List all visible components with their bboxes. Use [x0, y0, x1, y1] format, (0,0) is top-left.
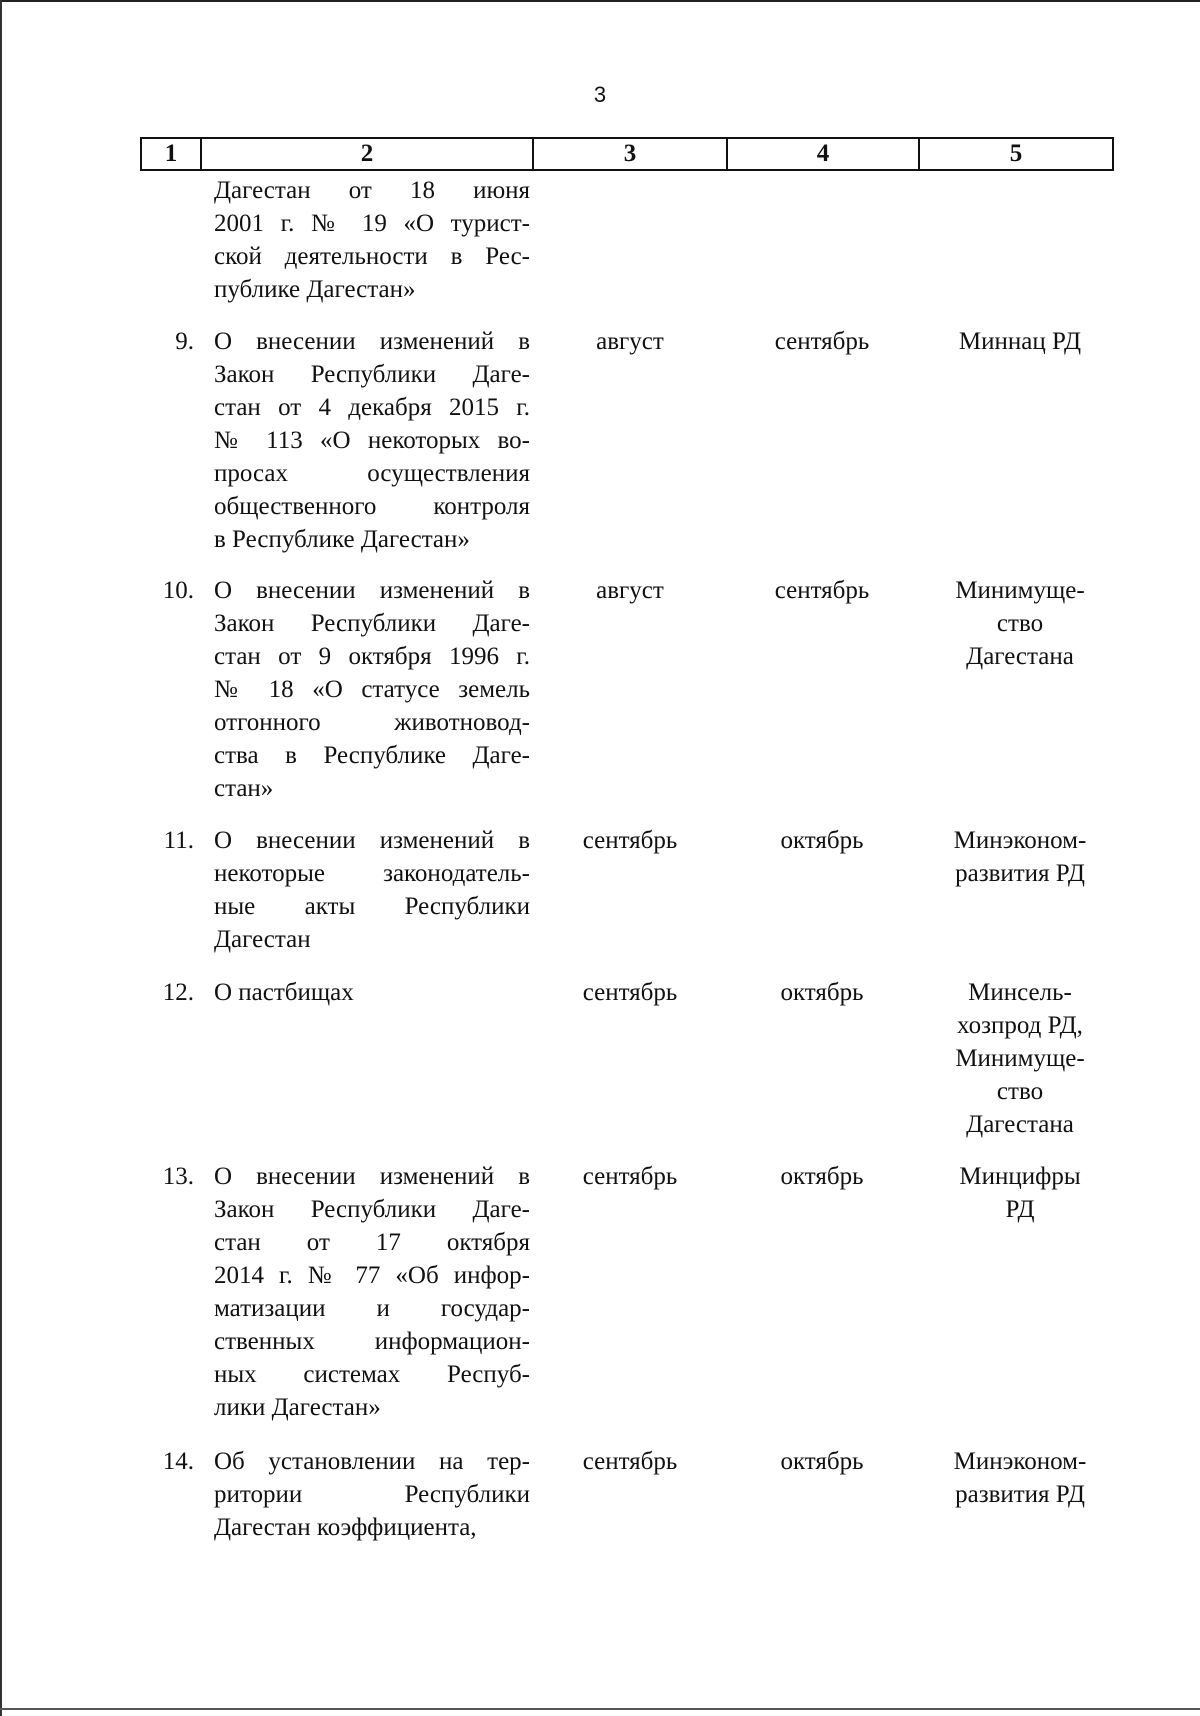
text-line: стан от 9 октября 1996 г. [214, 643, 530, 670]
text-line: № 113 «О некоторых во- [214, 427, 530, 454]
text-line: стан от 17 октября [214, 1229, 530, 1256]
scan-border-bottom [0, 1708, 1200, 1710]
table-header-col-2: 2 [200, 137, 534, 171]
text-line: просах осуществления [214, 460, 530, 487]
text-line: № 18 «О статусе земель [214, 676, 530, 703]
law-title [214, 574, 530, 805]
law-title [214, 976, 530, 1009]
responsible-body [922, 1445, 1118, 1511]
text-line: Дагестан [214, 926, 311, 953]
text-line: Дагестан коэффициента, [214, 1514, 477, 1541]
text-line: О внесении изменений в [214, 827, 530, 854]
text-line: Закон Республики Даге- [214, 610, 530, 637]
row-number: 14. [162, 1448, 194, 1475]
text-line: Дагестан от 18 июня [214, 177, 530, 204]
text-line: отгонного животновод- [214, 709, 530, 736]
table-header-col-1: 1 [140, 137, 202, 171]
table-header-col-4: 4 [726, 137, 920, 171]
text-line: Закон Республики Даге- [214, 361, 530, 388]
end-month: октябрь [780, 1163, 864, 1190]
continued-law-title [214, 174, 530, 306]
table-header-col-3: 3 [532, 137, 728, 171]
end-month: октябрь [780, 1448, 864, 1475]
row-number: 12. [162, 979, 194, 1006]
page-number: 3 [593, 82, 607, 107]
text-line: ство [996, 1078, 1044, 1105]
responsible-body [922, 574, 1118, 673]
start-month: август [596, 577, 664, 604]
end-month: сентябрь [774, 577, 870, 604]
text-line: публике Дагестан» [214, 276, 416, 303]
table-header-col-5: 5 [918, 137, 1114, 171]
text-line: ных системах Респуб- [214, 1361, 530, 1388]
text-line: лики Дагестан» [214, 1394, 381, 1421]
responsible-body [922, 824, 1118, 890]
text-line: Об установлении на тер- [214, 1448, 530, 1475]
start-month: август [596, 328, 664, 355]
start-month: сентябрь [582, 827, 678, 854]
end-month: сентябрь [774, 328, 870, 355]
end-month: октябрь [780, 827, 864, 854]
responsible-body [922, 325, 1118, 358]
law-title [214, 1160, 530, 1424]
row-number: 11. [163, 827, 194, 854]
text-line: Дагестана [966, 1111, 1074, 1138]
text-line: 2014 г. № 77 «Об инфор- [214, 1262, 530, 1289]
start-month: сентябрь [582, 979, 678, 1006]
text-line: ской деятельности в Рес- [214, 243, 530, 270]
text-line: Минсель- [968, 979, 1072, 1006]
text-line: ство [996, 610, 1044, 637]
text-line: хозпрод РД, [957, 1012, 1083, 1039]
text-line: стан от 4 декабря 2015 г. [214, 394, 530, 421]
text-line: развития РД [955, 1481, 1085, 1508]
row-number: 13. [162, 1163, 194, 1190]
law-title [214, 1445, 530, 1544]
text-line: ные акты Республики [214, 893, 530, 920]
responsible-body [922, 1160, 1118, 1226]
start-month: сентябрь [582, 1448, 678, 1475]
text-line: О внесении изменений в [214, 577, 530, 604]
text-line: в Республике Дагестан» [214, 526, 470, 553]
text-line: Минэконом- [953, 827, 1087, 854]
text-line: общественного контроля [214, 493, 530, 520]
scan-border-left [0, 0, 2, 1716]
end-month: октябрь [780, 979, 864, 1006]
text-line: ства в Республике Даге- [214, 742, 530, 769]
text-line: 2001 г. № 19 «О турист- [214, 210, 530, 237]
law-title [214, 824, 530, 956]
law-title [214, 325, 530, 556]
row-number: 9. [175, 328, 194, 355]
text-line: Минимуще- [955, 577, 1085, 604]
text-line: матизации и государ- [214, 1295, 530, 1322]
text-line: О внесении изменений в [214, 328, 530, 355]
text-line: ственных информацион- [214, 1328, 530, 1355]
text-line: стан» [214, 775, 274, 802]
text-line: ритории Республики [214, 1481, 530, 1508]
text-line: Дагестана [966, 643, 1074, 670]
text-line: Закон Республики Даге- [214, 1196, 530, 1223]
text-line: Минцифры [959, 1163, 1081, 1190]
text-line: О внесении изменений в [214, 1163, 530, 1190]
start-month: сентябрь [582, 1163, 678, 1190]
responsible-body [922, 976, 1118, 1141]
text-line: Минэконом- [953, 1448, 1087, 1475]
text-line: Минимуще- [955, 1045, 1085, 1072]
text-line: развития РД [955, 860, 1085, 887]
text-line: некоторые законодатель- [214, 860, 530, 887]
row-number: 10. [162, 577, 194, 604]
text-line: Миннац РД [958, 328, 1082, 355]
text-line: РД [1005, 1196, 1035, 1223]
scan-border-top [0, 0, 1200, 2]
text-line: О пастбищах [214, 979, 354, 1006]
